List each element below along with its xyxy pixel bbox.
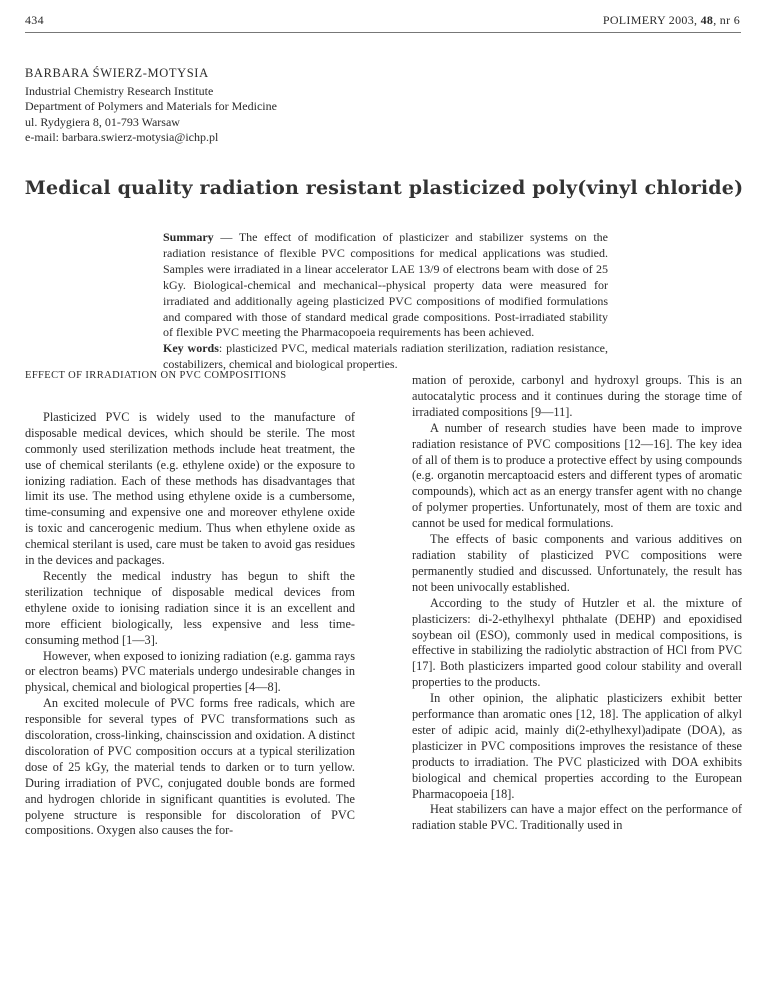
page-number: 434	[25, 13, 44, 27]
header-rule	[25, 32, 741, 33]
paragraph: Heat stabilizers can have a major effect on the performance of radiation stable PVC. Traditionally used in	[412, 802, 742, 833]
paragraph: Recently the medical industry has begun to shift the sterilization technique of disposable medical devices from ethylene oxide to ionising radiation since it is an excellent and more efficient biologically, less expensive and less time-consuming method [1—3].	[25, 568, 355, 647]
section-heading: EFFECT OF IRRADIATION ON PVC COMPOSITIONS	[25, 370, 287, 381]
keywords-label: Key words	[163, 341, 219, 356]
affiliation-department: Department of Polymers and Materials for Medicine	[25, 99, 277, 114]
journal-name: POLIMERY 2003,	[602, 13, 701, 27]
summary-label: Summary	[163, 230, 214, 244]
issue-number: , nr 6	[713, 13, 740, 27]
paragraph: However, when exposed to ionizing radiation (e.g. gamma rays or electron beams) PVC materials undergo undesirable changes in physical, chemical and biological properties [4—8].	[25, 648, 355, 695]
paragraph: An excited molecule of PVC forms free radicals, which are responsible for several types of PVC transformations such as discoloration, cross-linking, chainscission and oxidation. A distinct discoloration of PVC composition occurs at a typical sterilization dose of 25 kGy, the material tends to darken or to turn yellow. During irradiation of PVC, conjugated double bonds are formed and hydrogen chloride in significant quantities is evoluted. The polyene structure is responsible for discoloration of PVC compositions. Oxygen also causes the for-	[25, 696, 355, 838]
affiliation-email: e-mail: barbara.swierz-motysia@ichp.pl	[25, 130, 219, 145]
paragraph: According to the study of Hutzler et al. the mixture of plasticizers: di-2-ethylhexyl phthalate (DEHP) and epoxidised soybean oil (ESO), commonly used in medical compositions, is effective in stabilizing the radiolytic abstraction of HCl from PVC [17]. Both plasticizers imparted good colour stability and overall properties to the products.	[412, 595, 742, 690]
affiliation-institute: Industrial Chemistry Research Institute	[25, 84, 214, 98]
running-head	[603, 13, 740, 28]
paragraph: mation of peroxide, carbonyl and hydroxyl groups. This is an autocatalytic process and it continues during the storage time of irradiated compositions [9—11].	[412, 373, 742, 419]
paragraph: A number of research studies have been made to improve radiation resistance of PVC compositions [12—16]. The key idea of all of them is to produce a protective effect by using compounds (e.g. organotin mercaptoacid esters and different types of aromatic compounds), which act as an energy transfer agent with no change of polymer properties. Unfortunately, most of them are toxic and cannot be used for medical formulations.	[412, 420, 742, 531]
author-name: BARBARA ŚWIERZ-MOTYSIA	[25, 66, 209, 80]
volume-number: 48	[700, 13, 714, 27]
summary-paragraph	[163, 230, 608, 341]
paragraph: The effects of basic components and various additives on radiation stability of plasticized PVC compositions were permanently studied and discussed. Unfortunately, the result has not been univocally established.	[412, 532, 742, 594]
left-column	[25, 368, 355, 839]
author-affiliation	[25, 84, 277, 146]
right-column	[412, 373, 742, 834]
abstract	[163, 230, 608, 373]
paragraph: Plasticized PVC is widely used to the manufacture of disposable medical devices, which should be sterile. The most commonly used sterilization methods include heat treatment, the use of chemical sterilants (e.g. ethylene oxide) or the exposure to ionizing radiation. Each of these methods has disadvantages that limit its use. The method using ethylene oxide is a cumbersome, time-consuming and expensive one and moreover ethylene oxide is toxic and cancerogenic medium. Thus when ethylene oxide as chemical sterilant is used, care must be taken to avoid gas residues in the devices and packages.	[25, 409, 355, 568]
affiliation-address: ul. Rydygiera 8, 01-793 Warsaw	[25, 114, 180, 129]
keywords-text: : plasticized PVC, medical materials radiation sterilization, radiation resistance, costabilizers, chemical and biological properties.	[163, 341, 608, 372]
summary-text: — The effect of modification of plasticizer and stabilizer systems on the radiation resistance of flexible PVC compositions for medical applications was studied. Samples were irradiated in a linear accelerator LAE 13/9 of electrons beam with dose of 25 kGy. Biological-chemical and mechanical--physical property data were measured for irradiated and additionally ageing plasticized PVC compositions of modified formulations and compared with those of standard medical grade compositions. Post-irradiated stability of flexible PVC meeting the Pharmacopoeia requirements has been achieved.	[163, 230, 608, 340]
paragraph: In other opinion, the aliphatic plasticizers exhibit better performance than aromatic ones [12, 18]. The application of alkyl ester of adipic acid, mainly di(2-ethylhexyl)adipate (DOA), as plasticizer in PVC compositions improves the resistance of these products to irradiation. The PVC plasticized with DOA exhibits biological and chemical properties according to the European Pharmacopoeia [18].	[412, 691, 742, 801]
article-title: Medical quality radiation resistant plasticized poly(vinyl chloride)	[24, 177, 744, 199]
